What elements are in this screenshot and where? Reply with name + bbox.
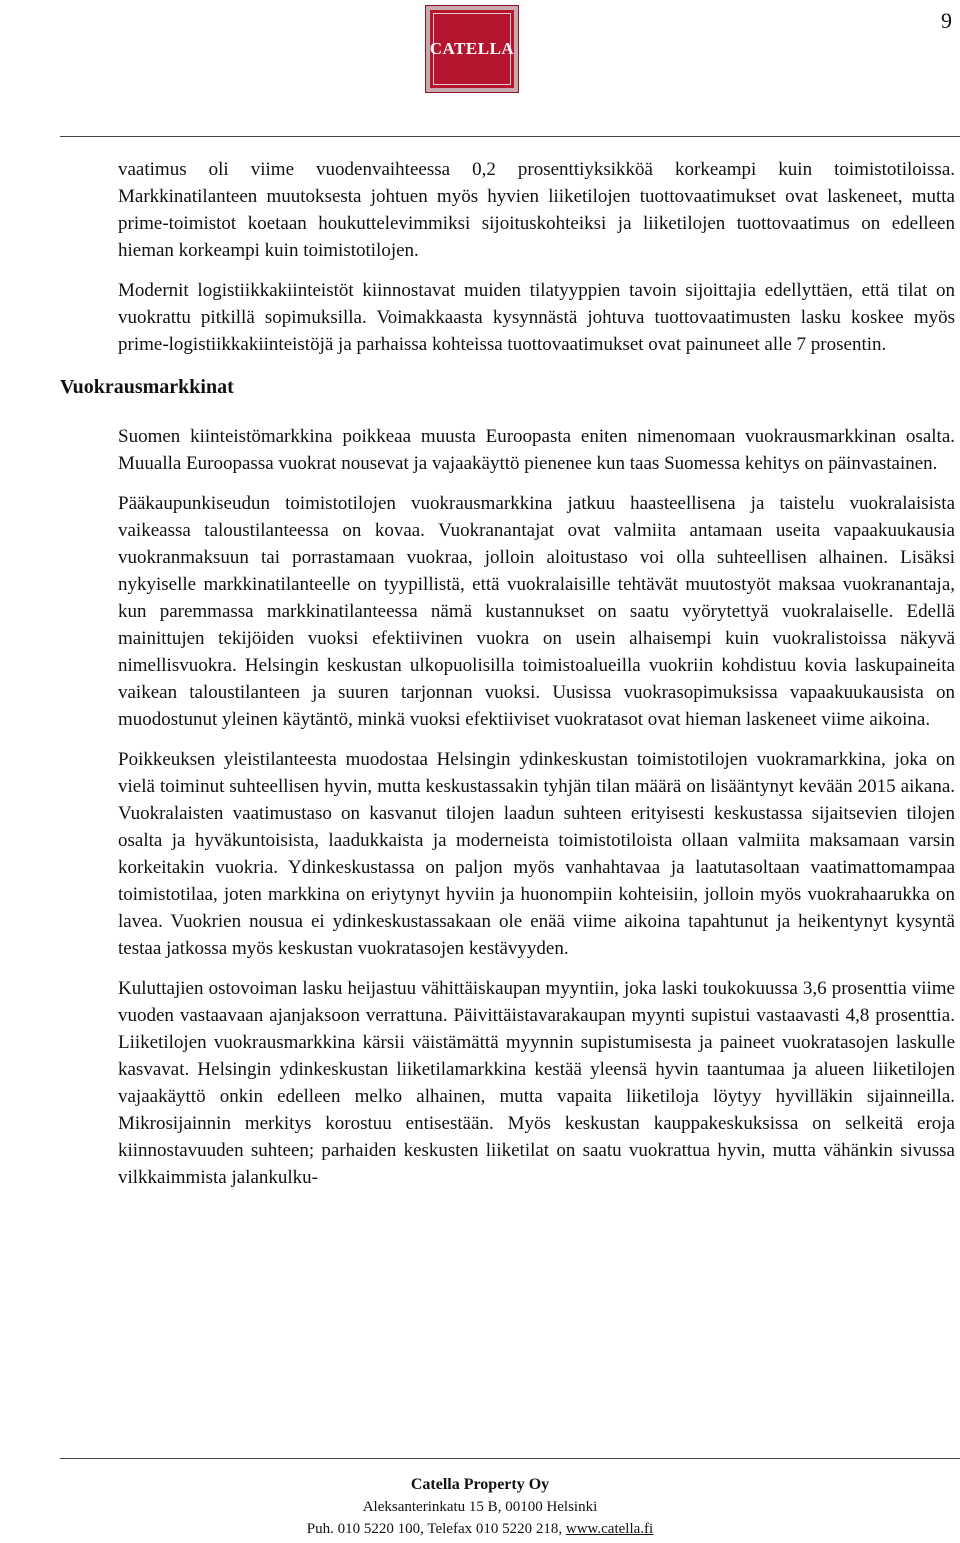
paragraph-1: vaatimus oli viime vuodenvaihteessa 0,2 prosenttiyksikköä korkeampi kuin toimistotiloissa. Markkinatilanteen muutoksesta johtuen myös hyvien liiketilojen tuottovaatimukset ovat laskeneet, mutta prime-toimistot koetaan houkuttelevimmiksi sijoituskohteiksi ja liiketilojen tuottovaatimus on edelleen hieman korkeampi kuin toimistotilojen.: [118, 159, 955, 261]
paragraph-3: Suomen kiinteistömarkkina poikkeaa muusta Euroopasta eniten nimenomaan vuokrausmarkkinan osalta. Muualla Euroopassa vuokrat nousevat ja vajaakäyttö pienenee kun taas Suomessa kehitys on päinvastainen.: [118, 426, 955, 474]
section-heading: Vuokrausmarkkinat: [60, 376, 234, 398]
footer-phone: Puh. 010 5220 100, Telefax 010 5220 218,: [306, 1521, 566, 1537]
footer-contact: [0, 1518, 960, 1540]
website-link[interactable]: www.catella.fi: [565, 1521, 654, 1537]
page-number: 9: [941, 8, 952, 33]
footer-divider: [60, 1458, 960, 1459]
footer: [0, 1474, 960, 1540]
logo-text: CATELLA: [429, 39, 515, 58]
logo-frame: [429, 13, 515, 85]
paragraph-2: Modernit logistiikkakiinteistöt kiinnostavat muiden tilatyyppien tavoin sijoittajia edellyttäen, että tilat on vuokrattu pitkillä sopimuksilla. Voimakkaasta kysynnästä johtuva tuottovaatimusten lasku koskee myös prime-logistiikkakiinteistöjä ja parhaissa kohteissa tuottovaatimukset ovat painuneet alle 7 prosentin.: [118, 280, 955, 355]
catella-logo: [426, 6, 518, 92]
document-body: [60, 156, 955, 1204]
footer-address: Aleksanterinkatu 15 B, 00100 Helsinki: [362, 1499, 598, 1515]
footer-company: Catella Property Oy: [410, 1476, 550, 1493]
paragraph-6: Kuluttajien ostovoiman lasku heijastuu vähittäiskaupan myyntiin, joka laski toukokuussa 3,6 prosenttia viime vuoden vastaavaan ajanjaksoon verrattuna. Päivittäistavarakaupan myynti supistui vastaavasti 4,8 prosenttia. Liiketilojen vuokrausmarkkina kärsii väistämättä myynnin supistumisesta ja paineet vuokratasojen laskulle kasvavat. Helsingin ydinkeskustan liiketilamarkkina kestää yleensä hyvin taantumaa ja alueen liiketilojen vajaakäyttö onkin edelleen melko alhainen, mutta vapaita liiketiloja löytyy hyvilläkin sijainneilla. Mikrosijainnin merkitys korostuu entisestään. Myös keskustan kauppakeskuksissa on selkeitä eroja kiinnostavuuden suhteen; parhaiden keskusten liiketilat on saatu vuokrattua hyvin, mutta vähänkin sivussa vilkkaimmista jalankulku-: [118, 978, 955, 1188]
paragraph-4: Pääkaupunkiseudun toimistotilojen vuokrausmarkkina jatkuu haasteellisena ja taistelu vuokralaisista vaikeassa taloustilanteessa on kovaa. Vuokranantajat ovat valmiita antamaan useita vapaakuukausia vuokranmaksuun tai porrastamaan vuokraa, jolloin aloitustaso voi olla suhteellisen alhainen. Lisäksi nykyiselle markkinatilanteelle on tyypillistä, että vuokralaisille tehtävät muutostyöt maksaa vuokranantaja, kun paremmassa markkinatilanteessa nämä kustannukset on saatu vyörytettyä vuokralaiselle. Edellä mainittujen tekijöiden vuoksi efektiivinen vuokra on usein alhaisempi kuin vuokralistoissa näkyvä nimellisvuokra. Helsingin keskustan ulkopuolisilla toimistoalueilla vuokriin kohdistuu kovia laskupaineita vaikean taloustilanteen ja suuren tarjonnan vuoksi. Uusissa vuokrasopimuksissa vapaakuukausista on muodostunut yleinen käytäntö, minkä vuoksi efektiiviset vuokratasot ovat hieman laskeneet viime aikoina.: [118, 493, 955, 730]
header-divider: [60, 136, 960, 137]
paragraph-5: Poikkeuksen yleistilanteesta muodostaa Helsingin ydinkeskustan toimistotilojen vuokramarkkina, joka on vielä toiminut suhteellisen hyvin, mutta keskustassakin tyhjän tilan määrä on lisääntynyt kevään 2015 aikana. Vuokralaisten vaatimustaso on kasvanut tilojen laadun suhteen erityisesti keskustassa sijaitsevien tilojen osalta ja hyväkuntoisista, laadukkaista ja moderneista toimistotiloista ollaan valmiita maksamaan varsin korkeitakin vuokria. Ydinkeskustassa on paljon myös vanhahtavaa ja laatutasoltaan vaatimattomampaa toimistotilaa, joten markkina on eriytynyt hyviin ja huonompiin kohteisiin, jolloin myös vuokrahaarukka on lavea. Vuokrien nousua ei ydinkeskustassakaan ole enää viime aikoina tapahtunut ja heikentynyt kysyntä testaa jatkossa myös keskustan vuokratasojen kestävyyden.: [118, 749, 955, 959]
